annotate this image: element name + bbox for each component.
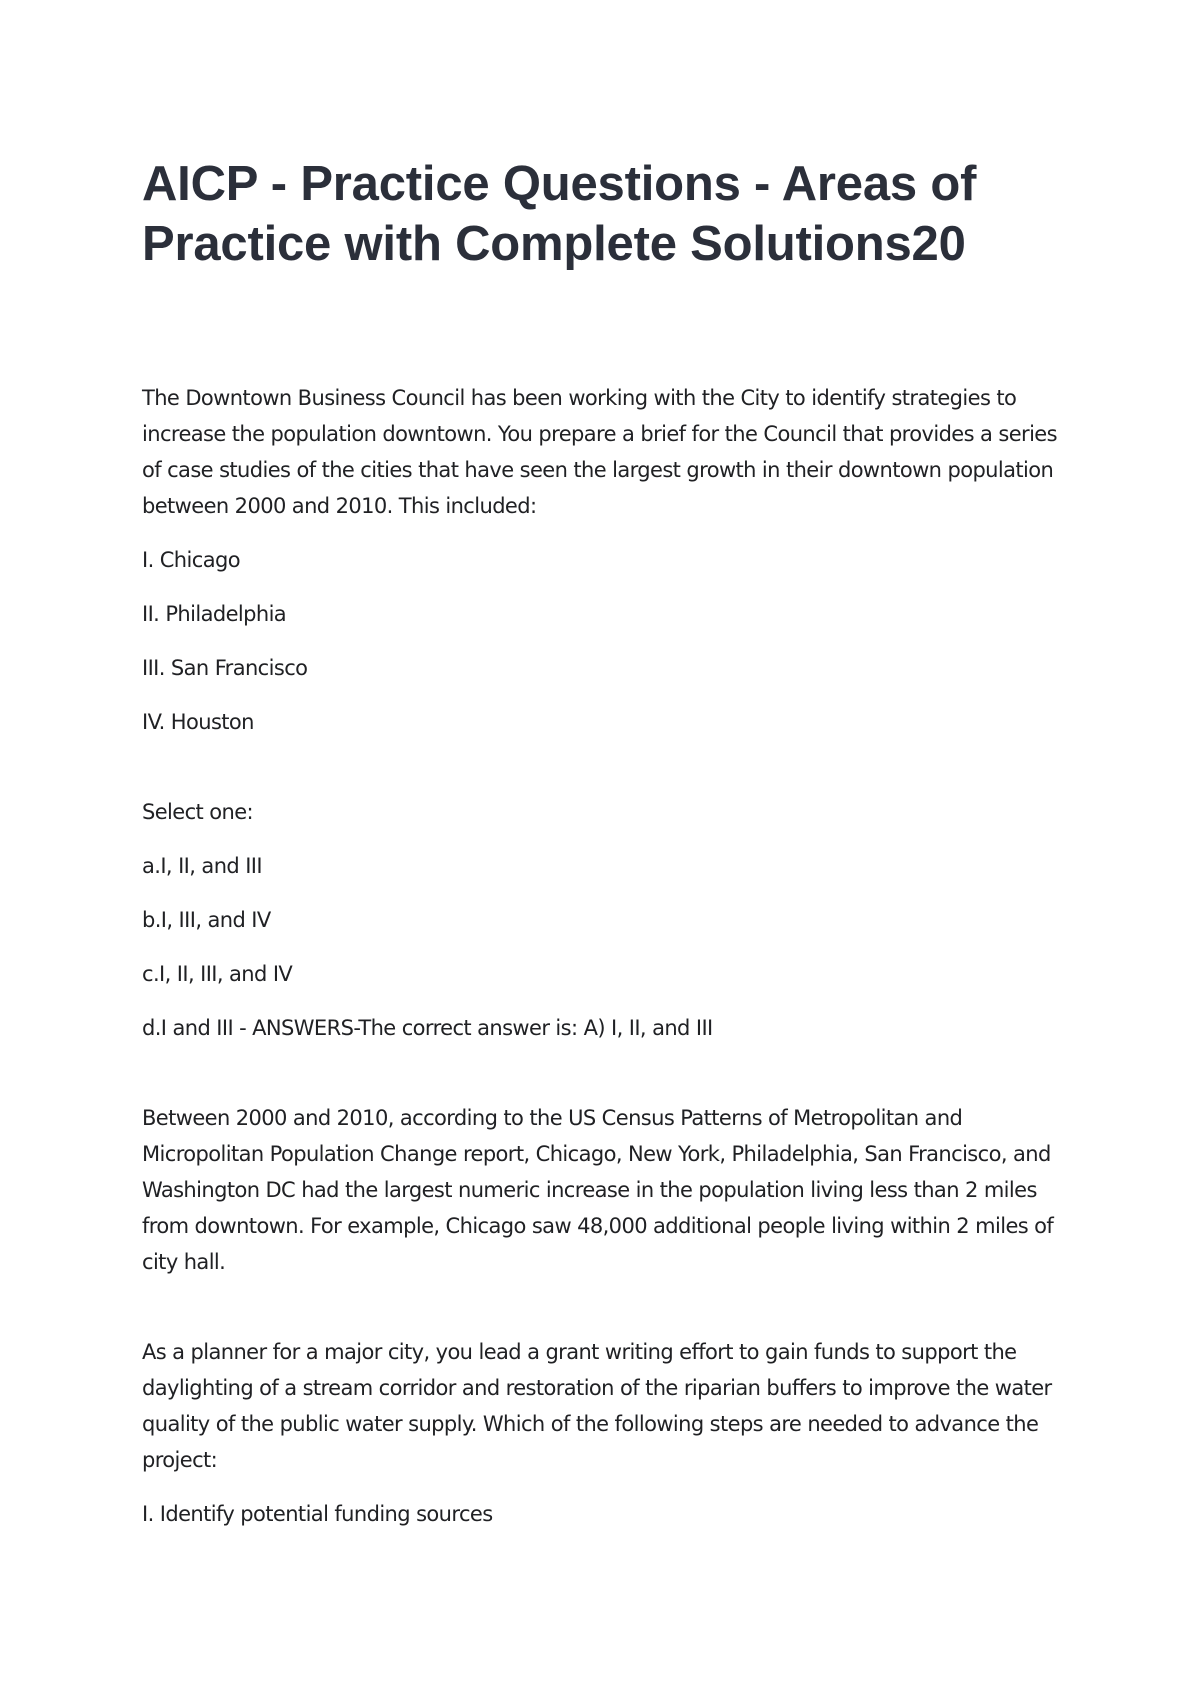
- question-1-item-4: IV. Houston: [142, 710, 254, 734]
- question-1-stem: The Downtown Business Council has been working with the City to identify strategies to increase the population downtown. You prepare a brief for the Council that provides a series of case studies of the cities that have seen the largest growth in their downtown population between 2000 and 2010. This included:: [142, 386, 1057, 518]
- question-1-option-c: c.I, II, III, and IV: [142, 962, 293, 986]
- question-1-option-a: a.I, II, and III: [142, 854, 262, 878]
- question-1-explanation: Between 2000 and 2010, according to the US Census Patterns of Metropolitan and Micropolitan Population Change report, Chicago, New York, Philadelphia, San Francisco, and Washington DC had the largest numeric increase in the population living less than 2 miles from downtown. For example, Chicago saw 48,000 additional people living within 2 miles of city hall.: [142, 1106, 1054, 1274]
- question-2-stem: As a planner for a major city, you lead a grant writing effort to gain funds to support the daylighting of a stream corridor and restoration of the riparian buffers to improve the water quality of the public water supply. Which of the following steps are needed to advance the project:: [142, 1340, 1052, 1472]
- question-1-option-b: b.I, III, and IV: [142, 908, 271, 932]
- document-body: [142, 380, 1072, 1532]
- question-2-item-1: I. Identify potential funding sources: [142, 1502, 493, 1526]
- page-title: AICP - Practice Questions - Areas of Practice with Complete Solutions20: [142, 157, 977, 271]
- question-1-item-3: III. San Francisco: [142, 656, 308, 680]
- question-1-option-d-answer: d.I and III - ANSWERS-The correct answer is: A) I, II, and III: [142, 1016, 713, 1040]
- question-1-item-1: I. Chicago: [142, 548, 240, 572]
- question-1-item-2: II. Philadelphia: [142, 602, 287, 626]
- select-one-label: Select one:: [142, 800, 254, 824]
